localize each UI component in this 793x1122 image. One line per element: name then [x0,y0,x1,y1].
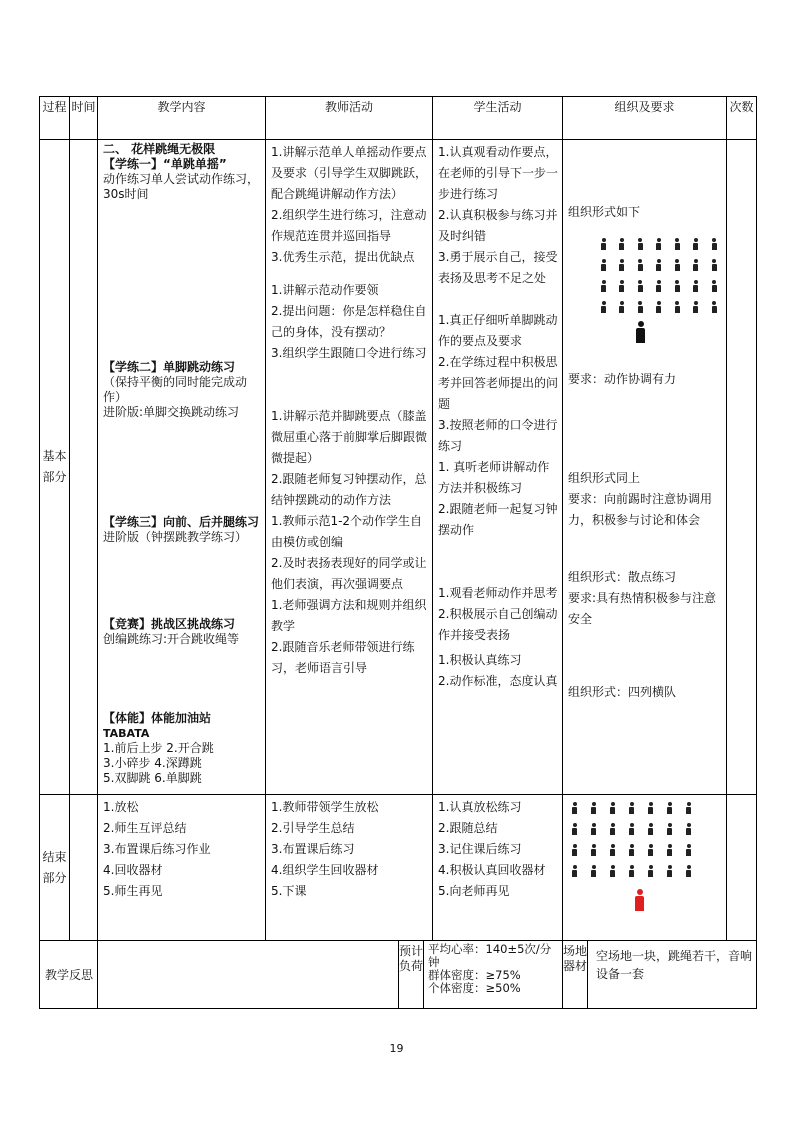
basic-time-cell [70,140,98,795]
ending-teacher-item: 2.引导学生总结 [271,821,355,835]
ending-student-item: 5.向老师再见 [438,884,510,898]
teacher-step: 1.讲解示范动作要领 [271,283,379,297]
load-label: 预计负荷 [398,941,424,1008]
teacher-step: 1.老师强调方法和规则并组织教学 [271,598,427,633]
student-icon [619,280,623,292]
basic-organization-cell [563,140,727,795]
org-form-2: 组织形式同上 [568,471,641,485]
ex1-title: 【学练一】“单跳单摇” [103,157,227,171]
student-icon [591,802,596,814]
teacher-icon [635,889,644,911]
student-icon [712,259,716,271]
student-row [565,818,726,839]
ending-section-row [40,795,757,941]
teacher-step: 1.讲解示范并脚跳要点（膝盖微屈重心落于前脚掌后脚跟微微提起） [271,409,428,465]
student-row [594,233,723,254]
student-icon [675,280,679,292]
student-icon [648,844,653,856]
ending-organization-cell [563,795,727,941]
student-icon [572,844,577,856]
student-icon [656,280,660,292]
ex5-title: 【体能】体能加油站 [103,711,212,725]
student-icon [686,823,691,835]
student-icon [648,865,653,877]
student-step: 1.观看老师动作并思考 [438,586,558,600]
formation-diagram [568,233,723,355]
teacher-step: 2.组织学生进行练习，注意动作规范连贯并巡回指导 [271,208,427,243]
teacher-step: 2.及时表扬表现好的同学或让他们表演，再次强调要点 [271,556,427,591]
ending-content-cell [98,795,266,941]
student-icon [601,238,605,250]
group-density: 群体密度：≥75% [428,968,521,982]
student-icon [712,301,716,313]
student-step: 1.积极认真练习 [438,653,522,667]
ending-student-cell [433,795,563,941]
student-icon [591,865,596,877]
header-row [40,97,757,140]
student-icon [572,823,577,835]
load-values [424,941,562,1008]
student-icon [629,823,634,835]
student-step: 1.认真观看动作要点，在老师的引导下一步一步进行练习 [438,145,559,201]
basic-section-label: 基本部分 [40,140,70,795]
ending-teacher-item: 5.下课 [271,884,307,898]
header-teacher: 教师活动 [266,97,433,140]
ending-teacher-cell [266,795,433,941]
student-icon [667,802,672,814]
reflection-label: 教学反思 [40,941,98,1009]
student-icon [667,823,672,835]
student-icon [601,301,605,313]
student-icon [712,280,716,292]
student-step: 1. 真听老师讲解动作方法并积极练习 [438,460,550,495]
teacher-step: 2.跟随老师复习钟摆动作，总结钟摆跳动的动作方法 [271,472,427,507]
header-process: 过程 [40,97,70,140]
lesson-plan-table [39,96,757,1009]
student-icon [629,865,634,877]
student-icon [667,865,672,877]
ex4-desc: 创编跳练习:开合跳收绳等 [103,632,240,646]
student-icon [591,823,596,835]
student-icon [638,301,642,313]
ex3-title: 【学练三】向前、后并腿练习 [103,515,260,529]
student-icon [638,280,642,292]
student-step: 2.积极展示自己创编动作并接受表扬 [438,607,558,642]
student-icon [686,865,691,877]
student-icon [656,238,660,250]
student-icon [712,238,716,250]
teacher-step: 2.跟随音乐老师带领进行练习，老师语言引导 [271,640,415,675]
venue-label: 场地器材 [563,941,588,1008]
ex4-title: 【竞赛】挑战区挑战练习 [103,617,236,631]
student-step: 2.动作标准，态度认真 [438,674,558,688]
ending-content-item: 3.布置课后练习作业 [103,842,211,856]
student-icon [675,259,679,271]
ending-count-cell [727,795,757,941]
page-number: 19 [389,1042,404,1055]
individual-density: 个体密度：≥50% [428,981,521,995]
header-content: 教学内容 [98,97,266,140]
student-icon [572,802,577,814]
student-step: 1.真正仔细听单脚跳动作的要点及要求 [438,313,558,348]
ending-student-item: 2.跟随总结 [438,821,498,835]
student-icon [638,238,642,250]
student-icon [656,301,660,313]
student-icon [693,259,697,271]
basic-student-cell [433,140,563,795]
venue-cell [563,941,757,1009]
student-icon [610,802,615,814]
ex5-sub: TABATA [103,727,150,740]
student-icon [629,844,634,856]
org-form-3: 组织形式：散点练习 [568,570,677,584]
ending-time-cell [70,795,98,941]
student-icon [610,865,615,877]
student-row [594,254,723,275]
org-req-1: 要求：动作协调有力 [568,372,677,386]
student-step: 3.勇于展示自己，接受表扬及思考不足之处 [438,250,558,285]
ending-student-item: 1.认真放松练习 [438,800,522,814]
student-icon [667,844,672,856]
ending-teacher-item: 3.布置课后练习 [271,842,355,856]
student-icon [686,802,691,814]
student-icon [693,238,697,250]
student-icon [693,280,697,292]
student-icon [610,823,615,835]
teacher-step: 1.教师示范1-2个动作学生自由模仿或创编 [271,514,423,549]
org-req-3: 要求:具有热情积极参与注意安全 [568,591,717,626]
tabata-item: 5.双脚跳 6.单脚跳 [103,771,202,785]
student-icon [648,823,653,835]
student-step: 2.跟随老师一起复习钟摆动作 [438,502,558,537]
ending-content-item: 4.回收器材 [103,863,163,877]
footer-row [40,941,757,1009]
student-icon [675,238,679,250]
student-icon [648,802,653,814]
header-organization: 组织及要求 [563,97,727,140]
basic-count-cell [727,140,757,795]
basic-content-cell [98,140,266,795]
tabata-item: 1.前后上步 2.开合跳 [103,741,214,755]
student-step: 3.按照老师的口令进行练习 [438,418,558,453]
student-icon [638,259,642,271]
student-icon [619,259,623,271]
header-count: 次数 [727,97,757,140]
teacher-step: 1.讲解示范单人单摇动作要点及要求（引导学生双脚跳跃，配合跳绳讲解动作方法） [271,145,428,201]
ending-content-item: 2.师生互评总结 [103,821,187,835]
teacher-step: 3.优秀生示范，提出优缺点 [271,250,415,264]
student-icon [619,238,623,250]
student-icon [591,844,596,856]
org-form-1: 组织形式如下 [568,205,641,219]
student-row [565,839,726,860]
org-form-4: 组织形式：四列横队 [568,685,677,699]
student-icon [610,844,615,856]
ending-teacher-item: 4.组织学生回收器材 [271,863,379,877]
ending-formation-diagram [563,795,726,918]
student-row [565,860,726,881]
student-step: 2.在学练过程中积极思考并回答老师提出的问题 [438,355,559,411]
student-step: 2.认真积极参与练习并及时纠错 [438,208,558,243]
teacher-icon [636,321,645,343]
student-icon [572,865,577,877]
student-row [565,797,726,818]
student-icon [686,844,691,856]
basic-teacher-cell [266,140,433,795]
student-icon [693,301,697,313]
student-icon [619,301,623,313]
ex2-title: 【学练二】单脚跳动练习 [103,360,236,374]
heart-rate: 平均心率：140±5次/分钟 [428,942,552,969]
ending-student-item: 4.积极认真回收器材 [438,863,546,877]
ending-content-item: 5.师生再见 [103,884,163,898]
section-title: 二、 花样跳绳无极限 [103,142,216,156]
ending-teacher-item: 1.教师带领学生放松 [271,800,379,814]
teacher-step: 3.组织学生跟随口令进行练习 [271,346,427,360]
student-row [594,296,723,317]
header-student: 学生活动 [433,97,563,140]
ending-student-item: 3.记住课后练习 [438,842,522,856]
student-icon [601,259,605,271]
student-icon [629,802,634,814]
venue-text: 空场地一块，跳绳若干，音响设备一套 [596,949,753,981]
basic-section-row [40,140,757,795]
student-icon [601,280,605,292]
ending-section-label: 结束部分 [40,795,70,941]
ex2-adv: 进阶版:单脚交换跳动练习 [103,405,240,419]
header-time: 时间 [70,97,98,140]
org-req-2: 要求：向前踢时注意协调用力，积极参与讨论和体会 [568,492,713,527]
ex1-desc: 动作练习单人尝试动作练习，30s时间 [103,172,260,201]
student-row [594,275,723,296]
teacher-step: 2.提出问题：你是怎样稳住自己的身体，没有摆动？ [271,304,427,339]
student-icon [675,301,679,313]
ex2-note: （保持平衡的同时能完成动作） [103,375,248,404]
ex3-adv: 进阶版（钟摆跳教学练习） [103,530,248,544]
student-icon [656,259,660,271]
reflection-body [98,941,563,1009]
ending-content-item: 1.放松 [103,800,139,814]
tabata-item: 3.小碎步 4.深蹲跳 [103,756,202,770]
